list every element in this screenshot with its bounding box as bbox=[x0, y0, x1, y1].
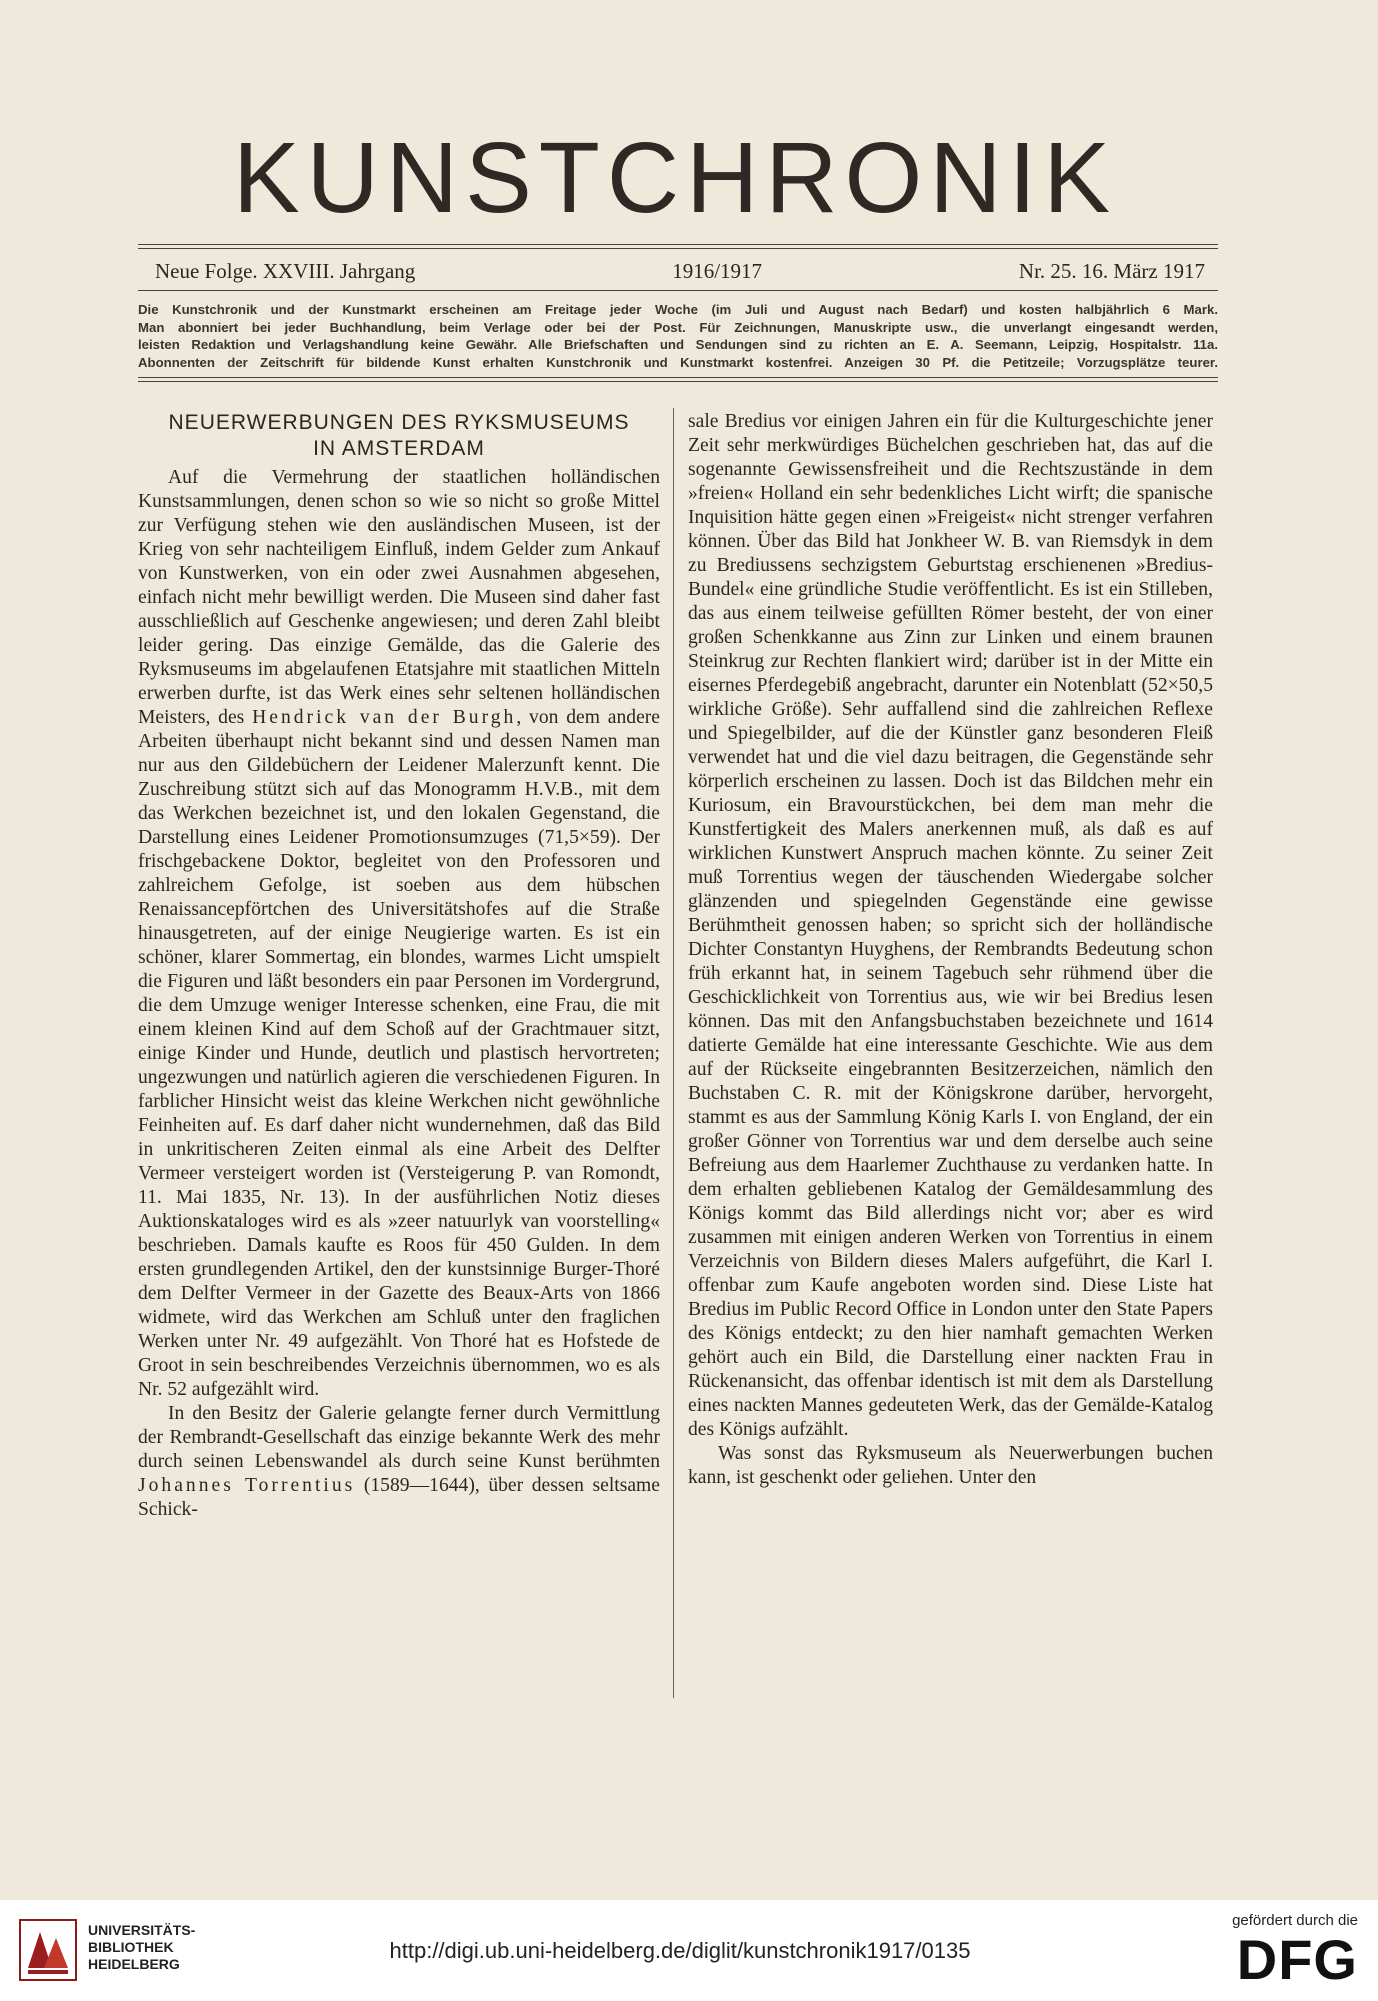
library-line: HEIDELBERG bbox=[88, 1956, 180, 1972]
library-line: BIBLIOTHEK bbox=[88, 1939, 174, 1955]
artist-name: Johannes Torrentius bbox=[138, 1475, 356, 1496]
issue-line bbox=[155, 259, 1205, 284]
paragraph: Was sonst das Ryksmuseum als Neuerwerbungen buchen kann, ist geschenkt oder geliehen. Unter den bbox=[688, 1443, 1213, 1488]
series-label: Neue Folge. XXVIII. Jahrgang bbox=[155, 259, 416, 283]
masthead-rule-top-2 bbox=[138, 248, 1218, 249]
text-run: In den Besitz der Galerie gelangte ferner durch Vermittlung der Rembrandt-Gesellschaft das einzige bekannte Werk des mehr durch seinen Lebenswandel als durch seine Kunst berühmten bbox=[138, 1403, 660, 1472]
masthead-rule-top bbox=[138, 244, 1218, 245]
viewer-footer bbox=[0, 1900, 1378, 2001]
article-heading-line: NEUERWERBUNGEN DES RYKSMUSEUMS bbox=[168, 411, 630, 434]
masthead-title: KUNSTCHRONIK bbox=[232, 122, 1118, 234]
left-column bbox=[138, 410, 660, 1522]
dfg-logo-icon: DFG bbox=[1236, 1928, 1358, 1991]
artist-name: Hendrick van der Burgh bbox=[252, 707, 517, 728]
issue-rule bbox=[138, 290, 1218, 291]
notice-rule-2 bbox=[138, 381, 1218, 382]
text-run: (1589—1644), über dessen seltsame Schick- bbox=[138, 1475, 660, 1520]
article-heading bbox=[138, 410, 660, 462]
notice-rule bbox=[138, 377, 1218, 378]
column-divider bbox=[673, 408, 674, 1698]
text-run: Auf die Vermehrung der staatlichen holländischen Kunstsammlungen, denen schon so wie so nicht so große Mittel zur Verfügung stehen wie den ausländischen Museen, ist der Krieg von sehr nachteiligem Einfluß, indem Gelder zum Ankauf von Kunstwerken, von ein oder zwei Ausnahmen abgesehen, einfach nicht mehr bewilligt werden. Die Museen sind daher fast ausschließlich auf Geschenke angewiesen; und deren Zahl bleibt leider gering. Das einzige Gemälde, das die Galerie des Ryksmuseums im abgelaufenen Etatsjahre mit staatlichen Mitteln erwerben durfte, ist das Werk eines sehr seltenen holländischen Meisters, des bbox=[138, 467, 660, 728]
right-column bbox=[688, 410, 1213, 1490]
paragraph bbox=[138, 466, 660, 1402]
university-library-logo-icon bbox=[18, 1918, 78, 1982]
notice-line: leisten Redaktion und Verlagshandlung keine Gewähr. Alle Briefschaften und Sendungen sind zu richten an E. A. Seemann, Leipzig, Hospitalstr. 11a. bbox=[138, 337, 1218, 352]
notice-line: Die Kunstchronik und der Kunstmarkt erscheinen am Freitage jeder Woche (im Juli und August nach Bedarf) und kosten halbjährlich 6 Mark. bbox=[138, 302, 1218, 317]
library-line: UNIVERSITÄTS- bbox=[88, 1922, 196, 1938]
notice-line: Abonnenten der Zeitschrift für bildende Kunst erhalten Kunstchronik und Kunstmarkt kostenfrei. Anzeigen 30 Pf. die Petitzeile; Vorzugsplätze teurer. bbox=[138, 354, 1218, 370]
university-library-name bbox=[88, 1922, 195, 1973]
issue-date: Nr. 25. 16. März 1917 bbox=[1018, 259, 1205, 283]
funding-caption: gefördert durch die bbox=[1232, 1912, 1358, 1929]
source-url[interactable]: http://digi.ub.uni-heidelberg.de/diglit/kunstchronik1917/0135 bbox=[389, 1938, 971, 1963]
article-heading-line: IN AMSTERDAM bbox=[313, 437, 485, 460]
notice-line: Man abonniert bei jeder Buchhandlung, beim Verlage oder bei der Post. Für Zeichnungen, Manuskripte usw., die unverlangt eingesandt werden, bbox=[138, 319, 1218, 335]
text-run: , von dem andere Arbeiten überhaupt nicht bekannt sind und dessen Namen man nur aus den Gildebüchern der Leidener Malerzunft kennt. Die Zuschreibung stützt sich auf das Monogramm H.V.B., mit dem das Werkchen bezeichnet ist, und den lokalen Gegenstand, die Darstellung eines Leidener Promotionsumzuges (71,5×59). Der frischgebackene Doktor, begleitet von den Professoren und zahlreichem Gefolge, ist soeben aus dem hübschen Renaissancepförtchen des Universitätshofes auf die Straße hinausgetreten, auf der einige Neugierige warten. Es ist ein schöner, klarer Sommertag, ein blondes, warmes Licht umspielt die Figuren und läßt besonders ein paar Personen im Vordergrund, die dem Umzuge weniger Interesse schenken, eine Frau, die mit einem kleinen Kind auf dem Schoß auf der Grachtmauer sitzt, einige Kinder und Hunde, deutlich und plastisch hervortreten; ungezwungen und natürlich agieren die verschiedenen Figuren. In farblicher Hinsicht weist das kleine Werkchen nicht gewöhnliche Feinheiten auf. Es darf daher nicht wundernehmen, daß das Bild in unkritischeren Zeiten einmal als eine Arbeit des Delfter Vermeer versteigert worden ist (Versteigerung P. van Romondt, 11. Mai 1835, Nr. 13). In der ausführlichen Notiz dieses Auktionskataloges wird es als »zeer natuurlyk van voorstelling« beschrieben. Damals kaufte es Roos für 450 Gulden. In dem ersten grundlegenden Artikel, den der kunstsinnige Burger-Thoré dem Delfter Vermeer in der Gazette des Beaux-Arts von 1866 widmete, wird das Werkchen am Schluß unter den fraglichen Werken unter Nr. 49 aufgezählt. Von Thoré hat es Hofstede de Groot in sein beschreibendes Verzeichnis übernommen, wo es als Nr. 52 aufgezählt wird. bbox=[138, 707, 660, 1400]
subscription-notice bbox=[138, 301, 1218, 371]
paragraph: sale Bredius vor einigen Jahren ein für die Kulturgeschichte jener Zeit sehr merkwürdiges Büchelchen geschrieben hat, das auf die sogenannte Gewissensfreiheit und die Rechtszustände in dem »freien« Holland ein sehr bedenkliches Licht wirft; die spanische Inquisition hätte gegen einen »Freigeist« nicht strenger verfahren können. Über das Bild hat Jonkheer W. B. van Riemsdyk in dem zu Brediussens sechzigstem Geburtstag erschienenen »Bredius-Bundel« eine gründliche Studie veröffentlicht. Es ist ein Stilleben, das aus einem teilweise gefüllten Römer besteht, der von einer großen Schenkkanne aus Zinn zur Linken und einem braunen Steinkrug zur Rechten flankiert wird; darüber ist in der Mitte ein eisernes Pferdegebiß angebracht, darunter ein Notenblatt (52×50,5 wirkliche Größe). Sehr auffallend sind die zahlreichen Reflexe und Spiegelbilder, auf die der Künstler ganz besonderen Fleiß verwendet hat und die viel dazu beitragen, die Gegenstände sehr körperlich erscheinen zu lassen. Doch ist das Bildchen mehr ein Kuriosum, ein Bravourstückchen, bei dem man mehr die Kunstfertigkeit des Malers anerkennen muß, als daß es auf wirklichen Kunstwert Anspruch machen könnte. Zu seiner Zeit muß Torrentius wegen der täuschenden Wiedergabe solcher glänzenden und spiegelnden Gegenstände eine gewisse Berühmtheit genossen haben; so spricht sich der holländische Dichter Constantyn Huyghens, der Rembrandts Bedeutung schon früh erkannt hat, in seinem Tagebuch sehr rühmend über die Geschicklichkeit von Torrentius aus, wie wir bei Bredius lesen können. Das mit den Anfangsbuchstaben bezeichnete und 1614 datierte Gemälde hat eine interessante Geschichte. Wie aus dem auf der Rückseite eingebrannten Besitzerzeichen, nämlich den Buchstaben C. R. mit der Königskrone darüber, hervorgeht, stammt es aus der Sammlung König Karls I. von England, der ein großer Gönner von Torrentius war und dem derselbe auch seine Befreiung aus dem Haarlemer Zuchthause zu verdanken hatte. In dem erhalten gebliebenen Katalog der Gemäldesammlung des Königs kommt das Bild allerdings nicht vor; aber es wird zusammen mit einigen anderen Werken von Torrentius in einem Verzeichnis von Bildern dieses Malers aufgeführt, die Karl I. offenbar zum Kaufe angeboten worden sind. Diese Liste hat Bredius im Public Record Office in London unter den State Papers des Königs entdeckt; zu den hier namhaft gemachten Werken gehört auch ein Bild, die Darstellung einer nackten Frau in Rückenansicht, das offenbar identisch ist mit dem als Darstellung eines nackten Mannes gedeuteten Werk, das der Gemälde-Katalog des Königs aufzählt. bbox=[688, 411, 1213, 1440]
years-label: 1916/1917 bbox=[672, 259, 763, 283]
paragraph bbox=[138, 1402, 660, 1522]
